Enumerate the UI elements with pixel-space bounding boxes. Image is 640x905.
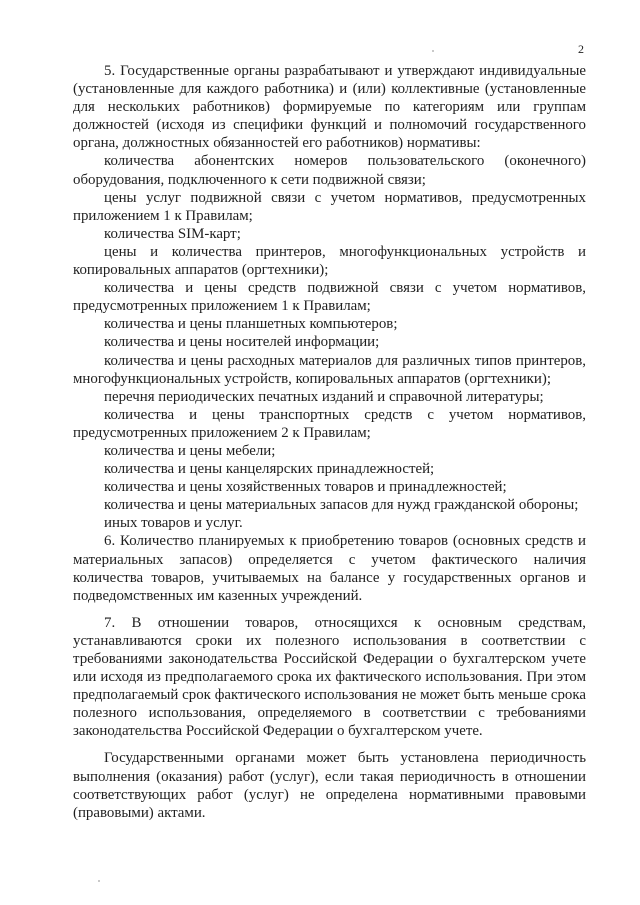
norm-item-mobile-devices: количества и цены средств подвижной связи с учетом нормативов, предусмотренных приложением 1 к Правилам; bbox=[73, 280, 586, 315]
norm-item-household-goods: количества и цены хозяйственных товаров и принадлежностей; bbox=[104, 479, 507, 496]
norm-item-other-goods: иных товаров и услуг. bbox=[104, 515, 243, 532]
paragraph-item-6: 6. Количество планируемых к приобретению товаров (основных средств и материальных запасов) определяется с учетом фактического наличия количества товаров, учитываемых на балансе у государственных органов и подведомственных им казенных учреждений. bbox=[73, 533, 586, 604]
norm-item-printers: цены и количества принтеров, многофункциональных устройств и копировальных аппаратов (оргтехники); bbox=[73, 243, 586, 279]
norm-item-storage-media: количества и цены носителей информации; bbox=[104, 334, 380, 351]
page-number: 2 bbox=[578, 42, 584, 56]
paragraph-item-5: 5. Государственные органы разрабатывают и утверждают индивидуальные (установленные для каждого работника) и (или) коллективные (установленные для нескольких работников) формируемые по категориям или группам должностей (исходя из специфики функций и полномочий государственного органа, должностных обязанностей его работников) нормативы: bbox=[73, 63, 586, 152]
norm-item-tablets: количества и цены планшетных компьютеров; bbox=[104, 316, 398, 333]
scan-speck bbox=[432, 50, 434, 52]
norm-item-stationery: количества и цены канцелярских принадлежностей; bbox=[104, 461, 435, 478]
document-body bbox=[73, 62, 586, 822]
paragraph-periodicity: Государственными органами может быть установлена периодичность выполнения (оказания) работ (услуг), если такая периодичность в отношении соответствующих работ (услуг) не определена нормативными правовыми (правовыми) актами. bbox=[73, 750, 586, 821]
norm-item-furniture: количества и цены мебели; bbox=[104, 442, 276, 459]
norm-item-subscriber-numbers: количества абонентских номеров пользовательского (оконечного) оборудования, подключенного к сети подвижной связи; bbox=[73, 153, 586, 188]
norm-item-consumables: количества и цены расходных материалов для различных типов принтеров, многофункциональных устройств, копировальных аппаратов (оргтехники); bbox=[73, 352, 586, 387]
paragraph-item-7: 7. В отношении товаров, относящихся к основным средствам, устанавливаются сроки их полезного использования в соответствии с требованиями законодательства Российской Федерации о бухгалтерском учете или исходя из предполагаемого срока их фактического использования. При этом предполагаемый срок фактического использования не может быть меньше срока полезного использования, определяемого в соответствии с требованиями законодательства Российской Федерации о бухгалтерском учете. bbox=[73, 614, 586, 740]
norm-item-mobile-service-prices: цены услуг подвижной связи с учетом нормативов, предусмотренных приложением 1 к Правилам; bbox=[73, 189, 586, 224]
norm-item-periodicals: перечня периодических печатных изданий и справочной литературы; bbox=[104, 388, 544, 405]
norm-item-vehicles: количества и цены транспортных средств с учетом нормативов, предусмотренных приложением 2 к Правилам; bbox=[73, 406, 586, 441]
norm-item-civil-defense: количества и цены материальных запасов для нужд гражданской обороны; bbox=[104, 497, 579, 514]
scan-speck bbox=[98, 880, 100, 882]
norm-item-sim-cards: количества SIM-карт; bbox=[104, 225, 241, 242]
